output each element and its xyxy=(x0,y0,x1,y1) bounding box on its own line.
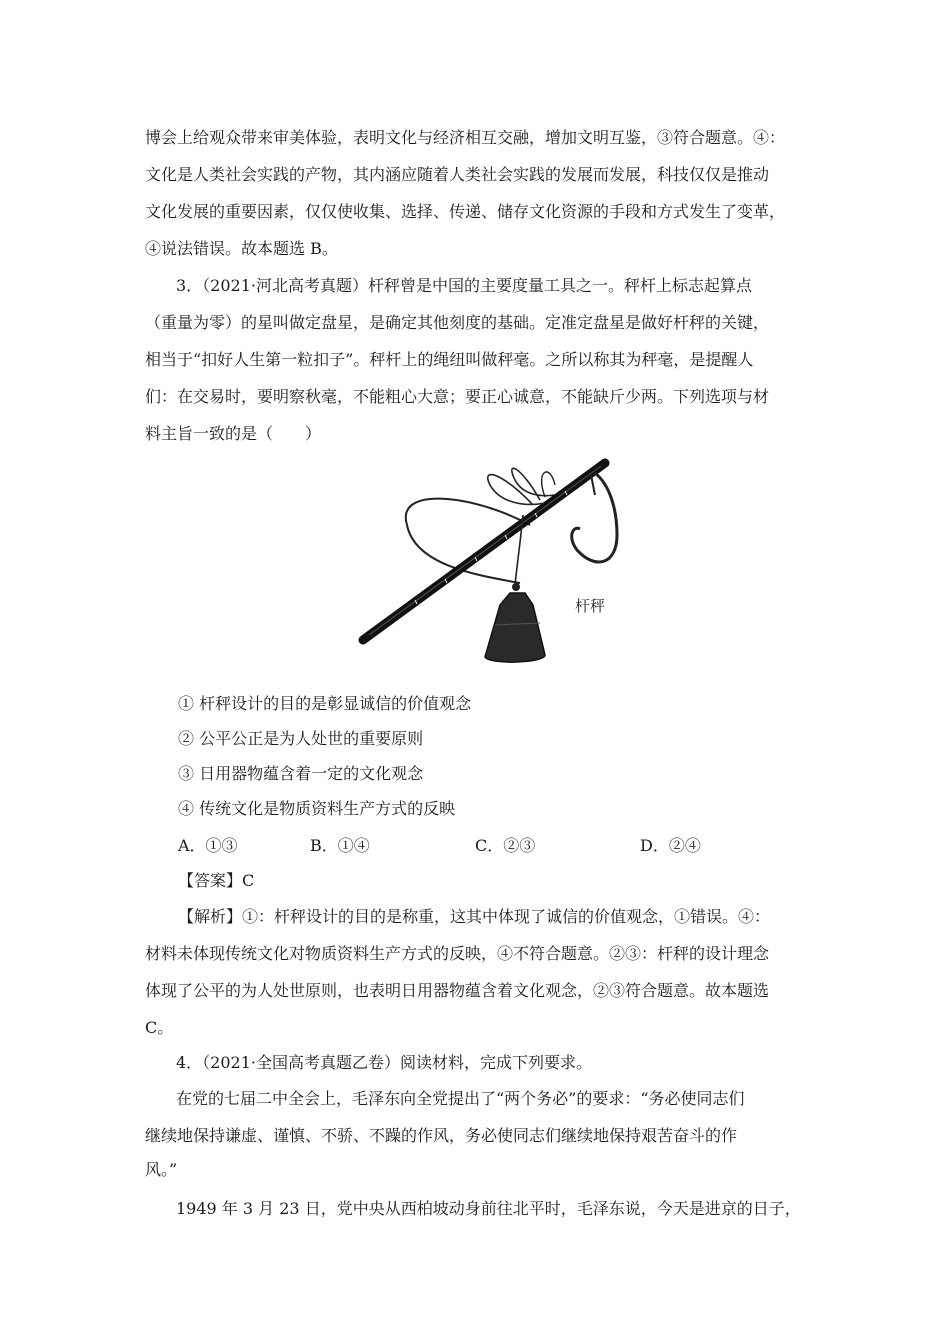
steelyard-figure xyxy=(355,455,620,667)
text-line: ④说法错误。故本题选 B。 xyxy=(145,239,338,258)
analysis-line: 【解析】①：杆秤设计的目的是称重，这其中体现了诚信的价值观念，①错误。④： xyxy=(178,907,771,926)
text-line: 文化发展的重要因素，仅仅使收集、选择、传递、储存文化资源的手段和方式发生了变革， xyxy=(145,202,786,221)
question-3-stem-line: 料主旨一致的是（ ） xyxy=(145,424,322,443)
question-3-stem: 3．（2021·河北高考真题）杆秤曾是中国的主要度量工具之一。秤杆上标志起算点 xyxy=(176,276,752,295)
choice-c: C．②③ xyxy=(475,836,536,855)
choice-a: A．①③ xyxy=(178,836,238,855)
question-3-stem-line: 们：在交易时，要明察秋毫，不能粗心大意；要正心诚意，不能缺斤少两。下列选项与材 xyxy=(145,387,770,406)
option-4: ④ 传统文化是物质资料生产方式的反映 xyxy=(178,799,456,818)
option-2: ② 公平公正是为人处世的重要原则 xyxy=(178,729,424,748)
paragraph-line: 风。” xyxy=(145,1160,178,1179)
answer-line: 【答案】C xyxy=(178,871,255,890)
paragraph-line: 1949 年 3 月 23 日，党中央从西柏坡动身前往北平时，毛泽东说，今天是进京的日子， xyxy=(176,1199,801,1218)
steelyard-illustration xyxy=(355,455,620,667)
analysis-line: 体现了公平的为人处世原则，也表明日用器物蕴含着文化观念，②③符合题意。故本题选 xyxy=(145,981,770,1000)
choice-b: B．①④ xyxy=(310,836,370,855)
question-4-stem: 4．（2021·全国高考真题乙卷）阅读材料，完成下列要求。 xyxy=(176,1053,592,1072)
option-3: ③ 日用器物蕴含着一定的文化观念 xyxy=(178,764,424,783)
paragraph-line: 继续地保持谦虚、谨慎、不骄、不躁的作风，务必使同志们继续地保持艰苦奋斗的作 xyxy=(145,1126,738,1145)
figure-caption: 杆秤 xyxy=(575,597,606,615)
analysis-line: 材料未体现传统文化对物质资料生产方式的反映，④不符合题意。②③：杆秤的设计理念 xyxy=(145,944,770,963)
answer-choices xyxy=(178,836,798,856)
question-3-stem-line: 相当于“扣好人生第一粒扣子”。秤杆上的绳纽叫做秤毫。之所以称其为秤毫，是提醒人 xyxy=(145,350,754,369)
option-1: ① 杆秤设计的目的是彰显诚信的价值观念 xyxy=(178,694,472,713)
text-line: 文化是人类社会实践的产物，其内涵应随着人类社会实践的发展而发展，科技仅仅是推动 xyxy=(145,165,770,184)
question-3-stem-line: （重量为零）的星叫做定盘星，是确定其他刻度的基础。定准定盘星是做好杆秤的关键， xyxy=(145,313,770,332)
choice-d: D．②④ xyxy=(640,836,701,855)
analysis-line: C。 xyxy=(145,1018,174,1037)
paragraph-line: 在党的七届二中全会上，毛泽东向全党提出了“两个务必”的要求：“务必使同志们 xyxy=(176,1089,745,1108)
text-line: 博会上给观众带来审美体验，表明文化与经济相互交融，增加文明互鉴，③符合题意。④： xyxy=(145,128,786,147)
